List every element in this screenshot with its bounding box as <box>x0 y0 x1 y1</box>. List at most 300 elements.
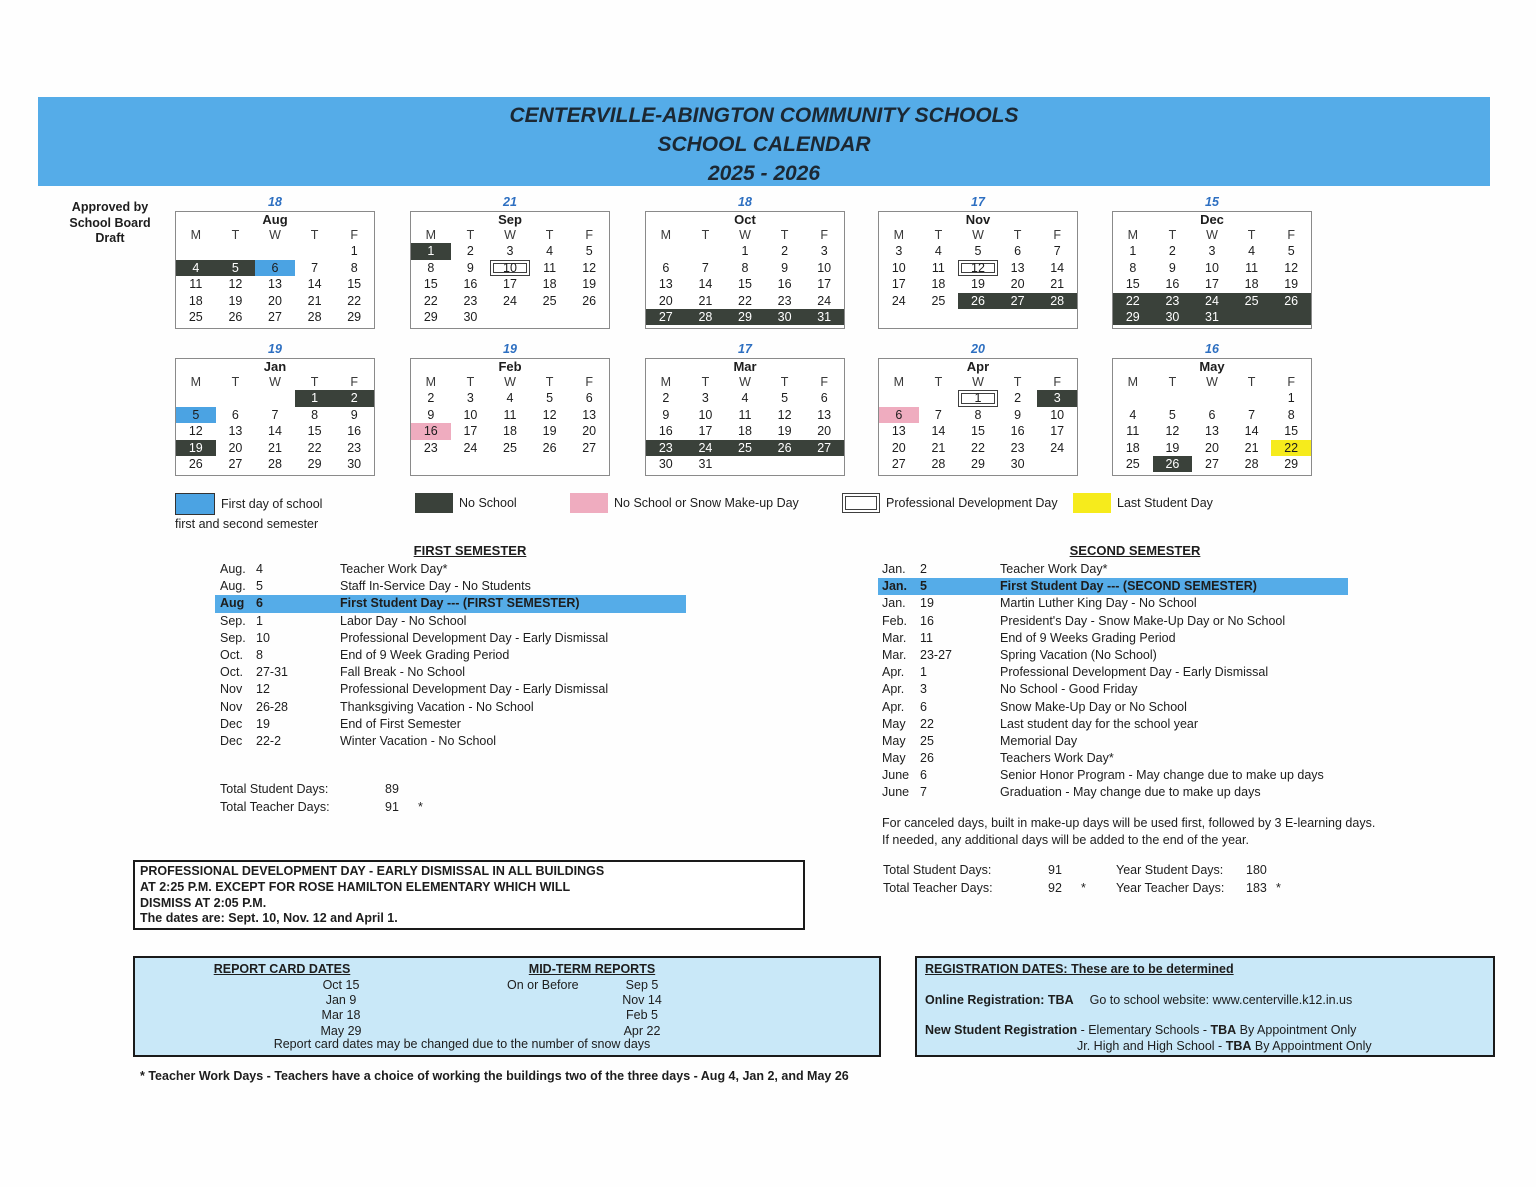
second-semester-totals <box>878 861 1358 897</box>
mid-term-date: Nov 14 <box>622 993 662 1008</box>
calendar-day: 25 <box>725 440 765 456</box>
calendar-day: 25 <box>1125 456 1140 471</box>
legend-swatch-blue <box>175 493 215 515</box>
totals-value: 91 <box>385 800 399 814</box>
weekday-label: T <box>780 228 789 242</box>
calendar-day: 23 <box>777 293 792 308</box>
calendar-weekday-row <box>176 374 374 390</box>
calendar-day: 7 <box>1053 244 1061 259</box>
event-row <box>215 613 686 630</box>
calendar-day: 19 <box>228 293 243 308</box>
calendar-day: 4 <box>546 244 554 259</box>
event-month: Mar. <box>882 630 907 645</box>
event-description: Senior Honor Program - May change due to make up days <box>1000 768 1324 783</box>
calendar-day: 20 <box>1205 440 1219 455</box>
calendar-day: 5 <box>1287 244 1295 259</box>
calendar-day: 23 <box>423 440 438 455</box>
totals-star: * <box>1276 881 1281 895</box>
calendar-day-count: 20 <box>971 342 985 356</box>
calendar-day: 23 <box>646 440 686 456</box>
calendar-day: 1 <box>295 390 335 406</box>
calendar-month-label: Sep <box>498 212 522 227</box>
calendar-day <box>686 243 726 259</box>
calendar-day: 24 <box>891 293 906 308</box>
weekday-label: T <box>466 228 475 242</box>
event-month: Aug. <box>220 579 246 594</box>
calendar-day <box>569 309 609 325</box>
weekday-label: F <box>820 375 828 389</box>
mid-term-prefix: On or Before <box>507 978 579 992</box>
calendar-day: 27 <box>891 456 906 471</box>
weekday-label: W <box>972 375 984 389</box>
legend-label: Professional Development Day <box>886 496 1058 510</box>
event-description: Labor Day - No School <box>340 613 467 628</box>
calendar-day: 3 <box>506 244 514 259</box>
calendar-day: 9 <box>1168 260 1176 275</box>
calendar-day: 26 <box>188 456 203 471</box>
calendar-day: 30 <box>765 309 805 325</box>
first-semester-totals <box>215 780 535 816</box>
legend-label: No School <box>459 496 517 510</box>
calendar-month-grid <box>1112 211 1312 329</box>
calendar-day: 16 <box>347 424 362 439</box>
calendar-day: 4 <box>1129 407 1137 422</box>
calendar-day <box>1192 390 1232 406</box>
calendar-day: 19 <box>971 277 985 292</box>
report-card-date: Oct 15 <box>322 978 360 992</box>
calendar-day: 3 <box>820 244 828 259</box>
pd-box-line: PROFESSIONAL DEVELOPMENT DAY - EARLY DISMISSAL IN ALL BUILDINGS <box>140 864 605 878</box>
weekday-label: T <box>310 228 319 242</box>
registration-dates-box <box>915 956 1495 1057</box>
calendar-day: 17 <box>817 277 832 292</box>
weekday-label: M <box>190 228 201 242</box>
event-day: 16 <box>920 613 934 628</box>
calendar-feb <box>410 342 610 476</box>
text-segment: Go to school website: www.centerville.k12.in.us <box>1089 993 1353 1007</box>
calendar-day: 25 <box>931 293 946 308</box>
calendar-day: 11 <box>503 407 517 422</box>
event-row <box>878 595 1348 612</box>
calendar-day: 31 <box>698 456 713 471</box>
calendar-month-grid <box>175 211 375 329</box>
calendar-month-grid <box>878 211 1078 329</box>
calendar-day-count: 18 <box>268 195 282 209</box>
calendar-day <box>646 243 686 259</box>
calendar-month-label: Nov <box>965 212 991 227</box>
event-day: 1 <box>256 613 263 628</box>
weekday-label: T <box>545 375 554 389</box>
calendar-day: 14 <box>268 424 282 439</box>
teacher-work-days-footnote: * Teacher Work Days - Teachers have a choice of working the buildings two of the three days - Aug 4, Jan 2, and May 26 <box>140 1069 849 1083</box>
weekday-label: W <box>269 228 281 242</box>
calendar-day-count: 19 <box>268 342 282 356</box>
event-description: Staff In-Service Day - No Students <box>340 579 531 594</box>
event-month: Apr. <box>882 699 905 714</box>
event-row <box>215 681 686 698</box>
jr-high-registration-line <box>1077 1037 1372 1055</box>
totals-star <box>1081 861 1116 879</box>
calendar-day: 12 <box>228 277 243 292</box>
event-day: 10 <box>256 630 270 645</box>
event-day: 6 <box>920 768 927 783</box>
calendar-day-count: 15 <box>1205 195 1219 209</box>
weekday-label: M <box>660 228 671 242</box>
calendar-day: 10 <box>698 407 713 422</box>
calendar-day: 15 <box>307 424 322 439</box>
calendar-day: 27 <box>646 309 686 325</box>
calendar-day: 28 <box>686 309 726 325</box>
totals-value: 89 <box>385 782 399 796</box>
event-row <box>215 595 686 612</box>
event-row <box>215 647 686 664</box>
calendar-day: 13 <box>582 407 597 422</box>
calendar-day-count: 21 <box>503 195 517 209</box>
makeup-days-note-line: If needed, any additional days will be added to the end of the year. <box>882 833 1249 847</box>
weekday-label: T <box>231 228 240 242</box>
calendar-day: 6 <box>585 391 593 406</box>
calendar-day: 28 <box>268 456 282 471</box>
school-name-title: CENTERVILLE-ABINGTON COMMUNITY SCHOOLS <box>509 104 1019 127</box>
calendar-day: 18 <box>931 277 946 292</box>
calendar-day: 17 <box>698 424 713 439</box>
event-month: May <box>882 733 906 748</box>
online-registration-line <box>925 991 1352 1009</box>
approved-by-line: School Board <box>69 215 151 230</box>
calendar-day: 12 <box>1165 424 1180 439</box>
legend-item-dark <box>415 493 517 515</box>
calendar-day: 4 <box>176 260 216 276</box>
calendar-day: 15 <box>347 277 362 292</box>
calendar-week-row <box>411 423 609 439</box>
calendar-day: 18 <box>188 293 203 308</box>
weekday-label: T <box>780 375 789 389</box>
text-segment: New Student Registration <box>925 1023 1081 1037</box>
text-segment: Jr. High and High School - <box>1077 1039 1226 1053</box>
calendar-day: 20 <box>1010 277 1025 292</box>
calendar-day: 9 <box>781 260 789 275</box>
event-description: Teacher Work Day* <box>340 562 448 576</box>
report-card-date: May 29 <box>320 1023 362 1038</box>
calendar-day: 4 <box>741 391 749 406</box>
second-semester-title: SECOND SEMESTER <box>1069 543 1201 558</box>
calendar-day: 29 <box>971 456 985 471</box>
calendar-day: 20 <box>228 440 243 455</box>
calendar-day: 19 <box>1165 440 1180 455</box>
calendar-day <box>295 243 335 259</box>
first-semester-event-list <box>215 561 686 750</box>
calendar-day: 10 <box>891 260 906 275</box>
calendar-day: 3 <box>1208 244 1216 259</box>
weekday-label: W <box>739 375 751 389</box>
calendar-day: 29 <box>347 309 362 324</box>
calendar-day: 12 <box>777 407 792 422</box>
event-day: 22 <box>920 716 934 731</box>
event-row <box>878 716 1348 733</box>
calendar-day: 30 <box>658 456 673 471</box>
calendar-week-row <box>411 276 609 292</box>
calendar-week-row <box>176 276 374 292</box>
pd-box-line: The dates are: Sept. 10, Nov. 12 and April 1. <box>140 911 398 926</box>
first-semester-title: FIRST SEMESTER <box>413 543 527 558</box>
calendar-week-row <box>879 423 1077 439</box>
calendar-week-row <box>879 293 1077 309</box>
calendar-week-row <box>879 440 1077 456</box>
calendar-day: 11 <box>738 407 752 422</box>
totals-value: 183 <box>1246 881 1267 895</box>
calendar-nov <box>878 195 1078 329</box>
calendar-month-grid <box>645 211 845 329</box>
calendar-day <box>490 309 530 325</box>
calendar-week-row <box>646 423 844 439</box>
calendar-day: 30 <box>1153 309 1193 325</box>
calendar-week-row <box>646 293 844 309</box>
calendar-jan <box>175 342 375 476</box>
calendar-day: 8 <box>311 407 319 422</box>
weekday-label: T <box>545 228 554 242</box>
calendar-week-row <box>176 243 374 259</box>
calendar-day: 7 <box>1248 407 1256 422</box>
calendar-day: 13 <box>1205 424 1219 439</box>
calendar-day: 3 <box>1037 390 1077 406</box>
calendar-day: 26 <box>542 440 557 455</box>
calendar-day: 27 <box>804 440 844 456</box>
calendar-day: 10 <box>490 260 530 276</box>
event-row <box>878 750 1348 767</box>
calendar-day: 7 <box>311 260 319 275</box>
calendar-oct <box>645 195 845 329</box>
calendar-day <box>765 456 805 472</box>
registration-dates-title: REGISTRATION DATES: These are to be determined <box>925 962 1234 976</box>
event-row <box>878 561 1348 578</box>
event-description: End of 9 Week Grading Period <box>340 647 510 662</box>
weekday-label: M <box>1127 375 1138 389</box>
calendar-day: 16 <box>463 277 478 292</box>
event-description: Martin Luther King Day - No School <box>1000 596 1197 611</box>
calendar-sep <box>410 195 610 329</box>
event-day: 26 <box>920 751 934 766</box>
calendar-day: 9 <box>350 407 358 422</box>
calendar-day: 15 <box>971 424 985 439</box>
weekday-label: T <box>1247 375 1256 389</box>
calendar-week-row <box>411 309 609 325</box>
calendar-week-row <box>176 423 374 439</box>
calendar-day: 25 <box>542 293 557 308</box>
calendar-day: 20 <box>658 293 673 308</box>
event-month: Dec <box>220 733 243 748</box>
calendar-week-row <box>1113 440 1311 456</box>
report-card-dates-box <box>133 956 881 1057</box>
event-month: May <box>882 751 906 766</box>
calendar-week-row <box>411 293 609 309</box>
calendar-day: 5 <box>216 260 256 276</box>
calendar-day: 28 <box>307 309 322 324</box>
calendar-day: 23 <box>347 440 362 455</box>
calendar-day: 23 <box>1153 293 1193 309</box>
calendar-day: 6 <box>879 407 919 423</box>
event-day: 2 <box>920 562 927 576</box>
professional-development-box <box>133 860 805 930</box>
title-banner <box>38 97 1490 186</box>
legend-label: First day of school <box>221 497 323 511</box>
calendar-day: 26 <box>765 440 805 456</box>
calendar-day: 17 <box>891 277 906 292</box>
calendar-day <box>879 390 919 406</box>
text-segment: By Appointment Only <box>1236 1023 1357 1037</box>
calendar-day <box>176 243 216 259</box>
event-description: President's Day - Snow Make-Up Day or No School <box>1000 613 1286 628</box>
calendar-day: 18 <box>542 277 557 292</box>
calendar-week-row <box>411 407 609 423</box>
calendar-day: 9 <box>466 260 474 275</box>
calendar-day: 5 <box>781 391 789 406</box>
calendar-day: 26 <box>228 309 243 324</box>
event-row <box>878 733 1348 750</box>
calendar-day: 18 <box>503 424 517 439</box>
calendar-weekday-row <box>176 227 374 243</box>
weekday-label: W <box>739 228 751 242</box>
calendar-day: 24 <box>463 440 478 455</box>
calendar-day: 26 <box>1153 456 1193 472</box>
calendar-day: 2 <box>1168 244 1176 259</box>
event-day: 27-31 <box>256 665 288 680</box>
calendar-weekday-row <box>411 374 609 390</box>
calendar-day: 28 <box>1244 456 1259 471</box>
text-segment: - Elementary Schools - <box>1080 1023 1211 1037</box>
calendar-day: 20 <box>268 293 282 308</box>
calendar-day: 11 <box>1245 260 1259 275</box>
calendar-day: 14 <box>698 277 713 292</box>
calendar-week-row <box>1113 390 1311 406</box>
calendar-day: 2 <box>662 391 670 406</box>
calendar-week-row <box>411 260 609 276</box>
calendar-day: 24 <box>1050 440 1065 455</box>
calendar-day: 22 <box>307 440 322 455</box>
calendar-day <box>1037 456 1077 472</box>
totals-label: Total Teacher Days: <box>220 800 330 814</box>
calendar-day: 6 <box>662 260 670 275</box>
event-month: Jan. <box>882 579 908 594</box>
event-day: 22-2 <box>256 733 282 748</box>
calendar-day: 19 <box>176 440 216 456</box>
calendar-day: 15 <box>423 277 438 292</box>
event-row <box>878 613 1348 630</box>
calendar-day <box>1271 309 1311 325</box>
calendar-day: 16 <box>658 424 673 439</box>
calendar-day: 2 <box>427 391 435 406</box>
calendar-week-row <box>646 276 844 292</box>
event-row <box>878 699 1348 716</box>
event-day: 3 <box>920 682 927 697</box>
calendar-day <box>1153 390 1193 406</box>
event-description: Fall Break - No School <box>340 665 466 680</box>
calendar-week-row <box>646 407 844 423</box>
calendar-day: 22 <box>1271 440 1311 456</box>
calendar-week-row <box>879 456 1077 472</box>
calendar-day: 2 <box>781 244 789 259</box>
calendar-week-row <box>646 309 844 325</box>
calendar-week-row <box>879 243 1077 259</box>
weekday-label: F <box>585 228 593 242</box>
event-row <box>878 578 1348 595</box>
weekday-label: T <box>934 375 943 389</box>
calendar-day: 24 <box>817 293 832 308</box>
calendar-day: 17 <box>463 424 478 439</box>
calendar-day: 13 <box>891 424 906 439</box>
calendar-aug <box>175 195 375 329</box>
calendar-day: 11 <box>189 277 203 292</box>
totals-star <box>418 780 453 798</box>
calendar-day: 22 <box>971 440 985 455</box>
calendar-day: 24 <box>1192 293 1232 309</box>
weekday-label: T <box>1168 375 1177 389</box>
event-description: Teachers Work Day* <box>1000 751 1114 766</box>
weekday-label: T <box>701 228 710 242</box>
event-row <box>215 630 686 647</box>
calendar-month-label: Oct <box>734 212 756 227</box>
calendar-month-grid <box>410 211 610 329</box>
weekday-label: T <box>1168 228 1177 242</box>
calendar-month-label: Apr <box>966 359 990 374</box>
event-day: 25 <box>920 733 934 748</box>
calendar-dec <box>1112 195 1312 329</box>
event-row <box>878 681 1348 698</box>
calendar-day <box>176 390 216 406</box>
legend-label: Last Student Day <box>1117 496 1213 510</box>
calendar-day: 13 <box>658 277 673 292</box>
calendar-day: 20 <box>891 440 906 455</box>
calendar-month-label: Mar <box>733 359 757 374</box>
calendar-day: 28 <box>1037 293 1077 309</box>
event-row <box>878 767 1348 784</box>
event-row <box>878 630 1348 647</box>
mid-term-date: Feb 5 <box>626 1008 658 1023</box>
calendar-day: 7 <box>701 260 709 275</box>
calendar-month-label: May <box>1199 359 1225 374</box>
calendar-day: 6 <box>231 407 239 422</box>
event-month: Oct. <box>220 647 243 662</box>
calendar-day: 25 <box>503 440 517 455</box>
calendar-day: 25 <box>1232 293 1272 309</box>
legend-swatch-dark <box>415 493 453 513</box>
calendar-day: 14 <box>307 277 322 292</box>
calendar-day: 5 <box>585 244 593 259</box>
event-description: Teacher Work Day* <box>1000 562 1108 576</box>
legend-sub-label: first and second semester <box>175 517 319 531</box>
totals-row <box>215 780 535 798</box>
calendar-day: 9 <box>427 407 435 422</box>
weekday-label: M <box>893 375 904 389</box>
calendar-day: 8 <box>1129 260 1137 275</box>
totals-value: 180 <box>1246 863 1267 877</box>
totals-label: Total Student Days: <box>220 782 329 796</box>
calendar-week-row <box>1113 456 1311 472</box>
calendar-day: 27 <box>582 440 597 455</box>
event-row <box>215 578 686 595</box>
legend-swatch-yellow <box>1073 493 1111 513</box>
calendar-day: 11 <box>931 260 945 275</box>
event-description: First Student Day --- (FIRST SEMESTER) <box>340 596 580 611</box>
calendar-day: 21 <box>698 293 713 308</box>
calendar-week-row <box>176 309 374 325</box>
calendar-week-row <box>879 390 1077 406</box>
calendar-day: 12 <box>582 260 597 275</box>
event-row <box>215 716 686 733</box>
calendar-day: 10 <box>463 407 478 422</box>
calendar-day: 6 <box>255 260 295 276</box>
totals-value: 91 <box>1048 863 1062 877</box>
calendar-week-row <box>411 243 609 259</box>
